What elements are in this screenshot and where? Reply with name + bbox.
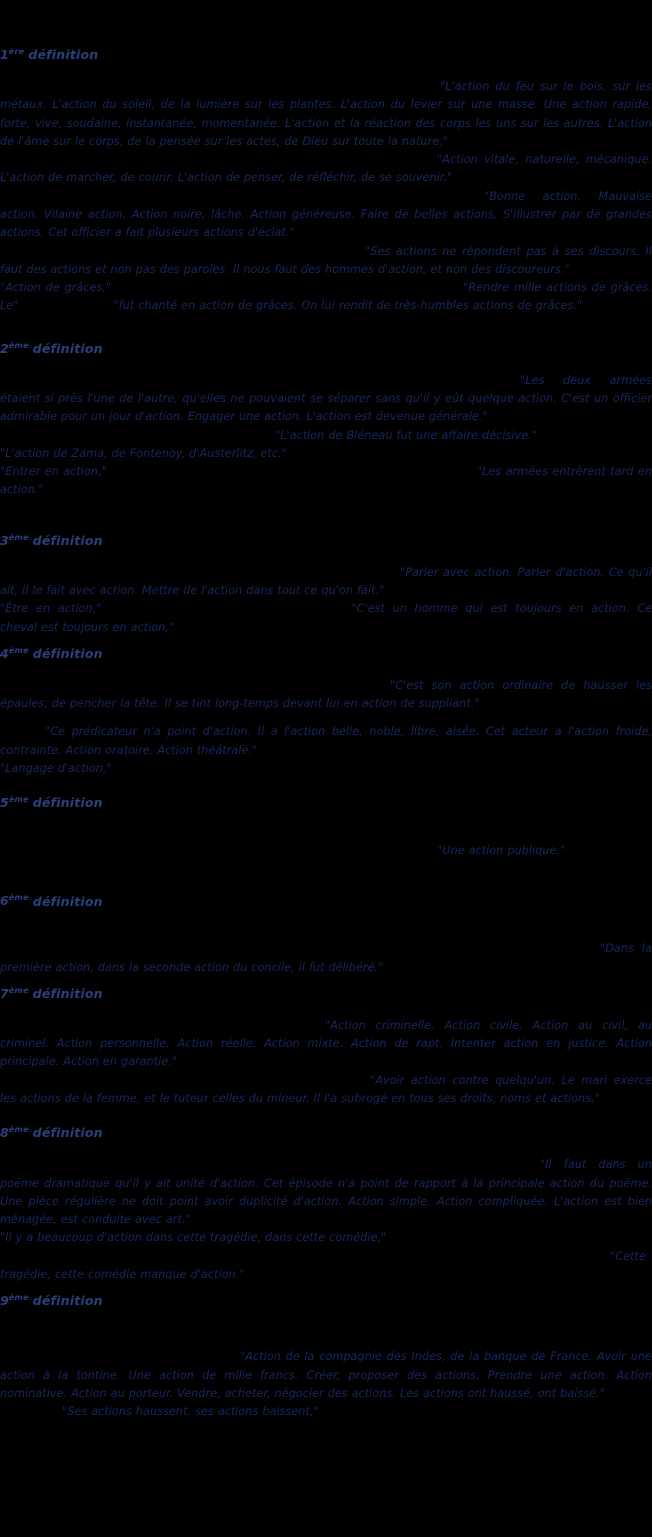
definition-section-9 xyxy=(0,1294,652,1421)
definition-paragraph: "Action de la compagnie des Indes, de la banque de France. Avoir une action à la tontine. Une action de mille francs. Créer, proposer des actions. Prendre une action. Action nominative. Action au porteur. Vendre, acheter, négocier des actions. Les actions ont haussé, ont baissé." xyxy=(0,1350,652,1400)
definition-paragraph-segmented xyxy=(0,463,652,500)
definition-heading-1 xyxy=(0,48,652,68)
definition-label-9: définition xyxy=(32,1293,103,1309)
definition-ordinal-3: 3 xyxy=(0,532,9,548)
definition-section-7 xyxy=(0,987,652,1108)
definition-ordinal-5: 5 xyxy=(0,795,9,811)
spacer xyxy=(0,713,652,723)
spacer xyxy=(0,554,652,564)
spacer xyxy=(0,500,652,534)
quote-fragment: "Être en action," xyxy=(0,602,102,616)
definition-ordinal-sup-5: ème xyxy=(8,795,29,805)
definition-ordinal-4: 4 xyxy=(0,646,9,661)
definition-heading-2 xyxy=(0,342,652,362)
definition-ordinal-sup-8: ème xyxy=(8,1125,29,1135)
definition-paragraph-segmented xyxy=(0,279,652,316)
definition-paragraph: "Action vitale, naturelle, mécanique. L'action de marcher, de courir. L'action de penser, de réfléchir, de se souvenir." xyxy=(0,153,652,185)
spacer xyxy=(0,914,652,940)
definition-paragraph: "L'action de Bléneau fut une affaire décisive." xyxy=(275,428,537,442)
definition-label-1: définition xyxy=(28,47,99,63)
spacer xyxy=(0,860,652,894)
spacer xyxy=(0,1108,652,1126)
definition-paragraph: "Parler avec action. Parler d'action. Ce qu'il ait, il le fait avec action. Mettre de l'action dans tout ce qu'on fait." xyxy=(0,565,652,597)
definition-paragraph: "C'est son action ordinaire de hausser les épaules, de pencher la tête. Il se tint long-temps devant lui en action de suppliant." xyxy=(0,678,652,711)
definition-paragraph: "Une action publique." xyxy=(437,844,566,858)
definition-paragraph: "L'action du feu sur le bois, sur les métaux. L'action du soleil, de la lumière sur les plantes. L'action du levier sur une masse. Une action rapide, forte, vive, soudaine, instantanée, momentanée. L'action et la réaction des corps les uns sur les autres. L'action de l'âme sur le corps, de la pensée sur les actes, de Dieu sur toute la nature." xyxy=(0,79,652,148)
definition-label-8: définition xyxy=(32,1125,103,1141)
definition-section-6 xyxy=(0,894,652,977)
definition-ordinal-sup-3: ème xyxy=(8,532,29,542)
definition-heading-8 xyxy=(0,1126,652,1146)
definition-section-5 xyxy=(0,796,652,860)
definition-ordinal-1: 1 xyxy=(0,47,9,63)
top-spacer xyxy=(0,0,652,48)
quote-fragment: "fut chanté en action de grâces. On lui rendit de très-humbles actions de grâces." xyxy=(113,299,583,313)
definition-paragraph: "Avoir action contre quelqu'un. Le mari exerce les actions de la femme, et le tuteur celles du mineur. Il l'a subrogé en tous ses droits, noms et actions." xyxy=(0,1073,652,1106)
definition-paragraph: "Ses actions ne répondent pas à ses discours. Il faut des actions et non pas des paroles. Il nous faut des hommes d'action, et non des discoureurs." xyxy=(0,244,652,276)
definition-paragraph: "Il y a beaucoup d'action dans cette tragédie, dans cette comédie," xyxy=(0,1231,387,1245)
definition-ordinal-sup-7: ème xyxy=(8,985,29,995)
spacer xyxy=(0,362,652,372)
definition-paragraph: "Les deux armées étaient si près l'une de l'autre, qu'elles ne pouvaient se séparer sans qu'il y eût quelque action. C'est un officier admirable pour un jour d'action. Engager une action. L'action est devenue générale." xyxy=(0,373,652,424)
definition-ordinal-sup-6: ème xyxy=(8,893,29,903)
definition-heading-7 xyxy=(0,987,652,1007)
quote-fragment: "Entrer en action," xyxy=(0,465,107,479)
spacer xyxy=(0,667,652,677)
definition-label-4: définition xyxy=(32,646,103,661)
definition-label-5: définition xyxy=(32,795,103,811)
definition-heading-4 xyxy=(0,647,652,667)
quote-fragment: "C'est un homme qui est toujours en action. Ce cheval est toujours en action," xyxy=(0,602,652,634)
definition-ordinal-sup-4: ème xyxy=(8,645,29,655)
definition-ordinal-2: 2 xyxy=(0,340,9,356)
spacer xyxy=(0,816,652,842)
definition-ordinal-6: 6 xyxy=(0,893,9,909)
definition-paragraph: "Dans la première action, dans la seconde action du concile, il fut délibéré." xyxy=(0,942,652,974)
definition-paragraph: "Action criminelle. Action civile. Action au civil, au criminel. Action personnelle. Action réelle. Action mixte. Action de rapt. Intenter action en justice. Action principale. Action en garantie." xyxy=(0,1018,652,1069)
definition-paragraph: "Ce prédicateur n'a point d'action. Il a l'action belle, noble, libre, aisée. Cet acteur a l'action froide, contrainte. Action oratoire. Action théâtrale." xyxy=(0,725,652,757)
definition-heading-3 xyxy=(0,534,652,554)
definition-section-1 xyxy=(0,48,652,316)
definition-heading-9 xyxy=(0,1294,652,1314)
spacer xyxy=(0,1146,652,1156)
definition-section-3 xyxy=(0,534,652,637)
definition-heading-5 xyxy=(0,796,652,816)
definition-label-6: définition xyxy=(32,893,103,909)
definition-ordinal-8: 8 xyxy=(0,1125,9,1141)
definition-paragraph-segmented xyxy=(0,600,652,637)
definition-section-2 xyxy=(0,342,652,500)
definition-paragraph: "Langage d'action," xyxy=(0,761,112,775)
definition-ordinal-sup-9: ème xyxy=(8,1293,29,1303)
definition-ordinal-7: 7 xyxy=(0,986,9,1002)
definition-ordinal-sup-1: ère xyxy=(8,47,25,56)
quote-fragment: "Action de grâces," xyxy=(0,281,112,295)
definition-paragraph: "Il faut dans un poëme dramatique qu'il y ait unité d'action. Cet épisode n'a point de rapport à la principale action du poëme. Une pièce régulière ne doit point avoir duplicité d'action. Action simple. Action compliquée. L'action est bien ménagée, est conduite avec art." xyxy=(0,1158,652,1227)
quote-fragment: "Les armées entrèrent tard en action." xyxy=(0,465,652,497)
bottom-spacer xyxy=(0,1421,652,1439)
definition-label-7: définition xyxy=(32,986,103,1002)
definition-label-3: définition xyxy=(32,532,103,548)
spacer xyxy=(0,316,652,342)
definition-section-4 xyxy=(0,647,652,778)
spacer xyxy=(0,1314,652,1348)
definition-paragraph: "Bonne action. Mauvaise action. Vilaine action. Action noire, lâche. Action généreuse. Faire de belles actions. S'illustrer par de grandes actions. Cet officier a fait plusieurs actions d'éclat." xyxy=(0,189,652,240)
definition-paragraph: "Ses actions haussent, ses actions baissent," xyxy=(62,1405,319,1419)
spacer xyxy=(0,778,652,796)
definition-heading-6 xyxy=(0,894,652,914)
definition-label-2: définition xyxy=(32,340,103,356)
definition-paragraph: "L'action de Zama, de Fontenoy, d'Austerlitz, etc." xyxy=(0,446,287,460)
quote-fragment: "Rendre mille actions de grâces. Le" xyxy=(0,281,652,313)
definition-ordinal-9: 9 xyxy=(0,1293,9,1309)
spacer xyxy=(0,68,652,78)
definition-section-8 xyxy=(0,1126,652,1284)
definition-paragraph: "Cette tragédie, cette comédie manque d'action." xyxy=(0,1249,646,1282)
spacer xyxy=(0,1007,652,1017)
definition-ordinal-sup-2: ème xyxy=(8,340,29,350)
